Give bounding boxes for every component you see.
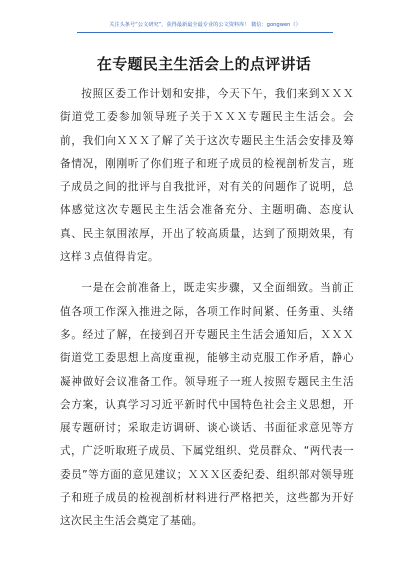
- document-title: 在专题民主生活会上的点评讲话: [96, 55, 312, 73]
- document-body: [60, 83, 354, 534]
- paragraph: 一是在会前准备上，既走实步骤，又全面细致。当前正值各项工作深入推进之际，各项工作时间紧、任务重、头绪多。经过了解，在接到召开专题民主生活会通知后，ＸＸＸ街道党工委思想上高度重视，能够主动克服工作矛盾，静心凝神做好会议准备工作。领导班子一班人按照专题民主生活会方案，认真学习习近平新时代中国特色社会主义思想，开展专题研讨；采取走访调研、谈心谈话、书面征求意见等方式，广泛听取班子成员、下属党组织、党员群众、“两代表一委员”等方面的意见建议；ＸＸＸ区委纪委、组织部对领导班子和班子成员的检视剖析材料进行严格把关，这些都为开好这次民主生活会奠定了基础。: [60, 282, 354, 528]
- header-banner: 关注头条号“公文研究”，获得最新最全最专业的公文资料库！ 微信：gongwen（）: [77, 20, 333, 33]
- paragraph: 按照区委工作计划和安排，今天下午，我们来到ＸＸＸ街道党工委参加领导班子关于ＸＸＸ专题民主生活会。会前，我们向ＸＸＸ了解了关于这次专题民主生活会安排及筹备情况，刚刚听了你们班子和班子成员的检视剖析发言，班子成员之间的批评与自我批评，对有关的问题作了说明，总体感觉这次专题民主生活会准备充分、主题明确、态度认真、民主氛围浓厚，开出了较高质量，达到了预期效果，有这样３点值得肯定。: [60, 88, 354, 264]
